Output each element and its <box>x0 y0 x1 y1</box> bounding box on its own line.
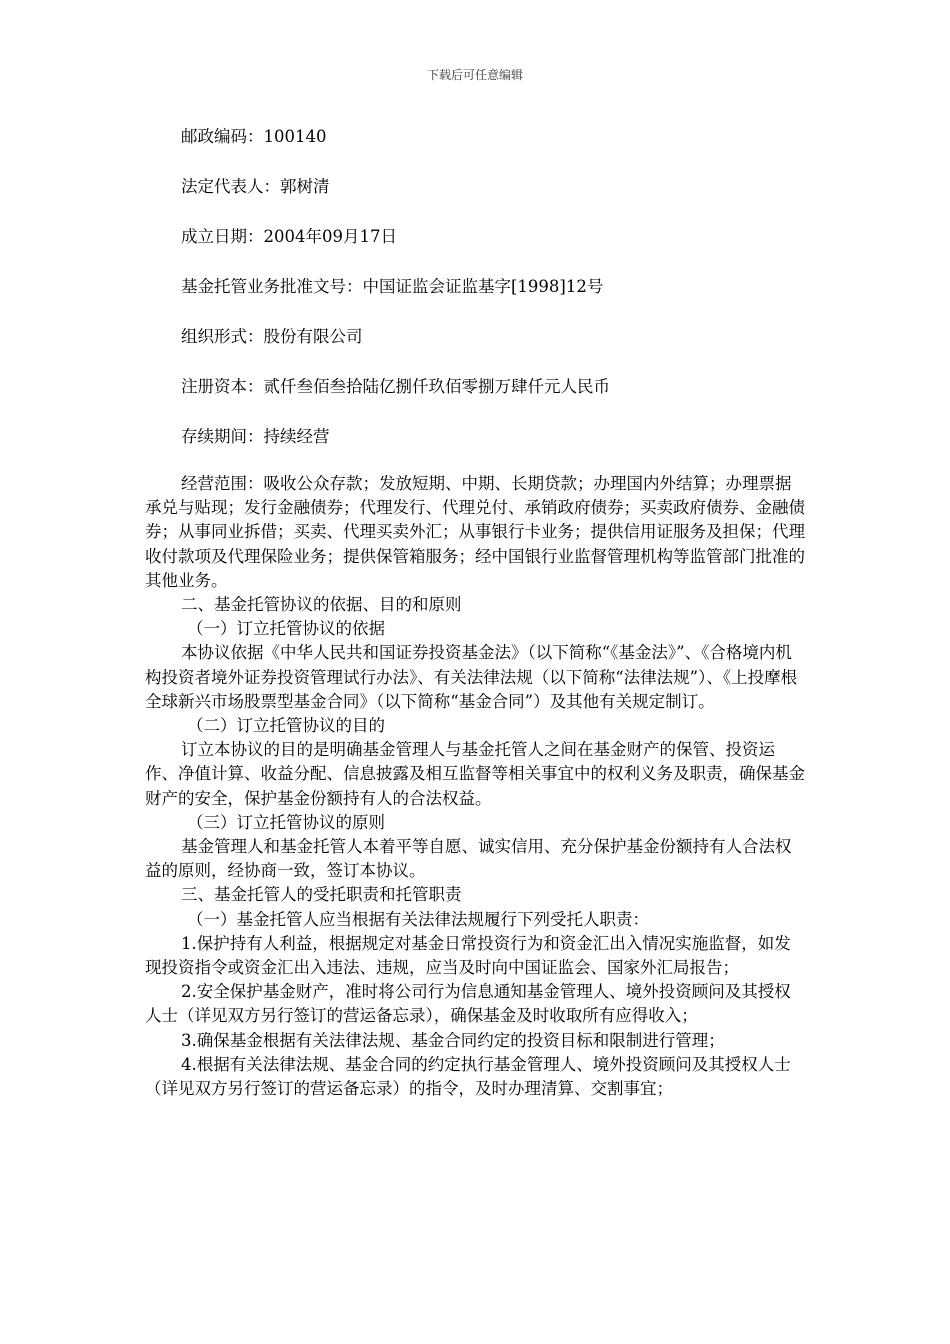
field-value: 贰仟叁佰叁拾陆亿捌仟玖佰零捌万肆仟元人民币 <box>263 377 610 396</box>
field-label: 注册资本： <box>181 377 264 396</box>
list-item: 2.安全保护基金财产，准时将公司行为信息通知基金管理人、境外投资顾问及其授权人士（详见双方另行签订的营运备忘录），确保基金及时收取所有应得收入； <box>145 982 791 1026</box>
field-label: 基金托管业务批准文号： <box>181 277 363 296</box>
subsection-heading: （三）订立托管协议的原则 <box>187 812 385 832</box>
field-value: 中国证监会证监基字[1998]12号 <box>362 277 604 296</box>
field-label: 成立日期： <box>181 227 264 246</box>
field-label: 邮政编码： <box>181 127 264 146</box>
list-item: 4.根据有关法律法规、基金合同的约定执行基金管理人、境外投资顾问及其授权人士（详见双方另行签订的营运备忘录）的指令，及时办理清算、交割事宜； <box>145 1054 791 1099</box>
subsection-heading: （二）订立托管协议的目的 <box>187 716 385 736</box>
field-postal-code <box>181 125 327 149</box>
list-item: 1.保护持有人利益，根据规定对基金日常投资行为和资金汇出入情况实施监督，如发现投资指令或资金汇出入违法、违规，应当及时向中国证监会、国家外汇局报告； <box>145 933 791 978</box>
document-body <box>145 472 805 1101</box>
section-heading: 三、基金托管人的受托职责和托管职责 <box>181 885 462 905</box>
paragraph: 订立本协议的目的是明确基金管理人与基金托管人之间在基金财产的保管、投资运作、净值计算、收益分配、信息披露及相互监督等相关事宜中的权利义务及职责，确保基金财产的安全，保护基金份额持有人的合法权益。 <box>145 740 805 808</box>
header-note: 下载后可任意编辑 <box>426 68 523 82</box>
field-value: 股份有限公司 <box>263 327 363 346</box>
field-value: 郭树清 <box>280 177 330 196</box>
paragraph: 基金管理人和基金托管人本着平等自愿、诚实信用、充分保护基金份额持有人合法权益的原则，经协商一致，签订本协议。 <box>145 837 792 881</box>
section-heading: 二、基金托管协议的依据、目的和原则 <box>181 595 462 615</box>
field-organization-form <box>181 325 363 349</box>
list-item: 3.确保基金根据有关法律法规、基金合同约定的投资目标和限制进行管理； <box>181 1030 725 1050</box>
field-value: 持续经营 <box>263 427 330 446</box>
field-registered-capital <box>181 375 610 399</box>
field-established-date <box>181 225 397 249</box>
subsection-heading: （一）订立托管协议的依据 <box>187 619 385 639</box>
field-value: 100140 <box>263 127 327 146</box>
field-approval-number <box>181 275 603 299</box>
subsection-heading: （一）基金托管人应当根据有关法律法规履行下列受托人职责： <box>187 909 649 929</box>
field-value: 2004年09月17日 <box>263 227 397 246</box>
field-label: 存续期间： <box>181 427 264 446</box>
field-duration <box>181 425 330 449</box>
field-legal-representative <box>181 175 330 199</box>
paragraph: 本协议依据《中华人民共和国证券投资基金法》（以下简称“《基金法》”、《合格境内机构投资者境外证券投资管理试行办法》、有关法律法规（以下简称“法律法规”）、《上投摩根全球新兴市场股票型基金合同》（以下简称“基金合同”）及其他有关规定制订。 <box>145 643 798 711</box>
field-label: 组织形式： <box>181 327 264 346</box>
paragraph-business-scope: 经营范围：吸收公众存款；发放短期、中期、长期贷款；办理国内外结算；办理票据承兑与贴现；发行金融债券；代理发行、代理兑付、承销政府债券；买卖政府债券、金融债券；从事同业拆借；买卖、代理买卖外汇；从事银行卡业务；提供信用证服务及担保；代理收付款项及代理保险业务；提供保管箱服务；经中国银行业监督管理机构等监管部门批准的其他业务。 <box>145 474 805 590</box>
field-label: 法定代表人： <box>181 177 280 196</box>
